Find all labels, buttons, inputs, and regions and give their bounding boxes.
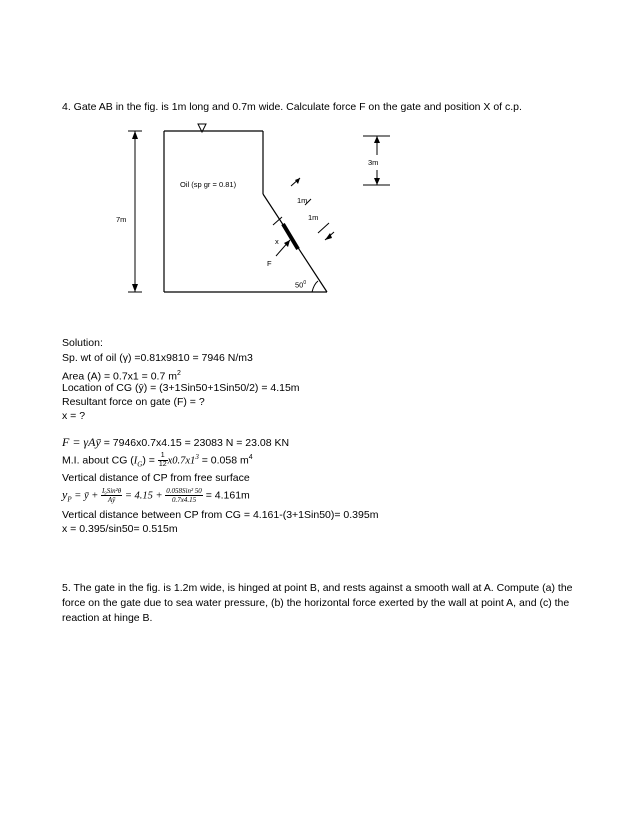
question-4-text: 4. Gate AB in the fig. is 1m long and 0.7m wide. Calculate force F on the gate and position X of c.p. xyxy=(62,101,522,113)
gate-figure xyxy=(0,0,638,330)
force-label: F xyxy=(267,259,272,268)
question-5-text: 5. The gate in the fig. is 1.2m wide, is hinged at point B, and rests against a smooth wall at A. Compute (a) the force on the gate due to sea water pressure, (b) the horizontal force exerted by the wall at point A, and (c) the reaction at hinge B. xyxy=(62,582,573,624)
x-label: x xyxy=(275,237,279,246)
gate-length-tick-right xyxy=(318,223,329,233)
gate-length-label-2: 1m xyxy=(308,213,319,222)
angle-arc xyxy=(312,281,318,292)
vert-cp-line: Vertical distance of CP from free surface xyxy=(62,472,250,484)
yp-line: $y_P$ = ȳ + $\frac{\text{I₉Sin²θ}}{Aȳ}$ = 4.15 + $\frac{\text{0.058Sin² 50}}{0.7x4.15}$ = 4.161m xyxy=(62,487,250,504)
arrow-down-icon xyxy=(132,284,138,292)
angle-label: $50^0$ xyxy=(295,280,307,290)
mi-line: M.I. about CG $(I_G)$ = $\frac{1}{12}$ $x0.7x1^3 = 0.058$ $m^4$ xyxy=(62,452,253,469)
cg-line: Location of CG (ȳ) = (3+1Sin50+1Sin50/2) = 4.15m xyxy=(62,382,300,394)
depth-total-label: 7m xyxy=(116,215,127,224)
arrow-icon xyxy=(295,178,300,184)
sp-wt-line: Sp. wt of oil (γ) =0.81x9810 = 7946 N/m3 xyxy=(62,352,253,364)
force-line: F = γAȳ = 7946x0.7x4.15 = 23083 N = 23.08 KN xyxy=(62,435,290,449)
arrow-down-icon xyxy=(374,178,380,185)
x-value-line: x = 0.395/sin50= 0.515m xyxy=(62,523,178,535)
gate-length-label-1: 1m xyxy=(297,196,308,205)
arrow-up-icon xyxy=(374,136,380,143)
area-line: Area (A) = 0.7x1 = 0.7 $m^2$ xyxy=(62,370,181,383)
resultant-line: Resultant force on gate (F) = ? xyxy=(62,396,205,408)
vert-between-line: Vertical distance between CP from CG = 4.161-(3+1Sin50)= 0.395m xyxy=(62,509,379,521)
solution-heading: Solution: xyxy=(62,337,103,349)
x-unknown-line: x = ? xyxy=(62,410,86,422)
arrow-up-icon xyxy=(132,131,138,139)
oil-label: Oil (sp gr = 0.81) xyxy=(180,180,237,189)
depth-top-label: 3m xyxy=(368,158,379,167)
